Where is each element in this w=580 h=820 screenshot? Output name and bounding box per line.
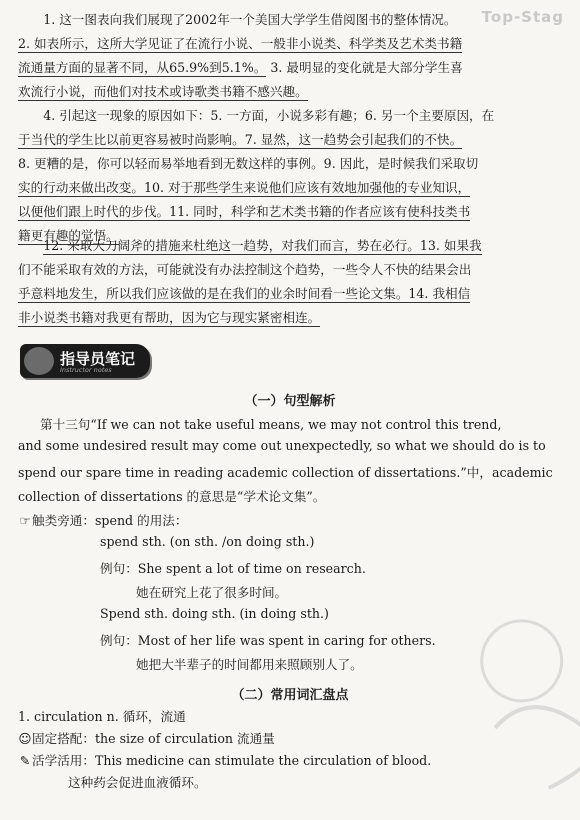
text-segment: 活学活用：This medicine can stimulate the circulation of blood. [32,753,432,768]
seal-watermark [451,590,580,811]
text-line [18,32,558,56]
text-line: 她在研究上花了很多时间。 [136,585,288,600]
underlined-text: 乎意料地发生，所以我们应该做的是在我们的业余时间看一些论文集。14. 我相信 [18,286,471,301]
pen-icon: ✎ [19,753,31,768]
text-line: 们不能采取有效的方法，可能就没有办法控制这个趋势，一些令人不快的结果会出 [18,262,472,277]
text-line: and some undesired result may come out unexpectedly, so what we should do is to [18,438,546,453]
text-line: 1. circulation n. 循环，流通 [18,709,186,724]
underlined-text: 欢流行小说，而他们对技术或诗歌类书籍不感兴趣。 [18,84,308,99]
banner-title: 指导员笔记 [60,350,136,368]
text-line: 例句：Most of her life was spent in caring for others. [100,633,436,648]
text-line: 第十三句“If we can not take useful means, we may not control this trend, [40,417,502,432]
text-line: spend sth. (on sth. /on doing sth.) [100,534,315,549]
underlined-text: 流通量方面的显著不同，从65.9%到5.1%。 [18,60,267,75]
underlined-text: 于当代的学生比以前更容易被时尚影响。7. 显然，这一趋势会引起我们的不快。 [18,132,463,147]
underlined-text: 2. 如表所示，这所大学见证了在流行小说、一般非小说类、科学类及艺术类书籍 [18,36,463,51]
text-line: 例句：She spent a lot of time on research. [100,561,366,576]
section-title-sentence-analysis: （一）句型解析 [244,394,336,409]
text-line: Spend sth. doing sth. (in doing sth.) [100,606,329,621]
passage-paragraph-1 [18,8,558,104]
text-line [18,56,558,80]
passage-paragraph-2 [18,104,558,248]
text-line [18,176,558,200]
text-segment: 触类旁通：spend 的用法： [32,513,188,528]
passage-paragraph-3 [18,234,558,330]
text-line [18,750,431,769]
text-segment: 固定搭配：the size of circulation 流通量 [32,731,275,746]
text-line: collection of dissertations 的意思是“学术论文集”。 [18,489,326,504]
text-line: 8. 更糟的是，你可以轻而易举地看到无数这样的事例。9. 因此，是时候我们采取切 [18,156,479,171]
underlined-text: 实的行动来做出改变。10. 对于那些学生来说他们应该有效地加强他的专业知识， [18,180,471,195]
section-title-vocabulary: （二）常用词汇盘点 [231,688,349,703]
text-line [18,306,558,330]
text-line [18,728,275,747]
text-line: 这种药会促进血液循环。 [68,775,207,790]
text-line [18,282,558,306]
text-line [18,128,558,152]
text-line: 4. 引起这一现象的原因如下：5. 一方面，小说多彩有趣；6. 另一个主要原因，在 [43,108,495,123]
text-line: 1. 这一图表向我们展现了2002年一个美国大学学生借阅图书的整体情况。 [43,12,457,27]
text-line [18,510,188,529]
text-line [18,234,558,258]
underlined-text: 12. 采取大刀阔斧的措施来杜绝这一趋势，对我们而言，势在必行。13. 如果我 [43,238,482,253]
watermark: Top-Stag [481,8,564,26]
underlined-text: 非小说类书籍对我更有帮助，因为它与现实紧密相连。 [18,310,321,325]
smiley-icon: ☺ [18,731,32,746]
text-line [18,200,558,224]
banner-subtitle: Instructor notes [60,366,112,374]
underlined-text: 以便他们跟上时代的步伐。11. 同时，科学和艺术类书籍的作者应该有使科技类书 [18,204,471,219]
underlined-text: 籍更有趣的觉悟。 [18,228,119,243]
text-line [18,80,558,104]
pointing-hand-icon: ☞ [19,513,31,528]
instructor-portrait-icon [24,347,54,375]
seal-graphic [451,590,580,811]
text-line: 她把大半辈子的时间都用来照顾别人了。 [136,657,363,672]
instructor-notes-banner [20,344,150,378]
text-line: spend our spare time in reading academic collection of dissertations.”中，academic [18,465,553,480]
text-segment: 3. 最明显的变化就是大部分学生喜 [270,60,463,75]
